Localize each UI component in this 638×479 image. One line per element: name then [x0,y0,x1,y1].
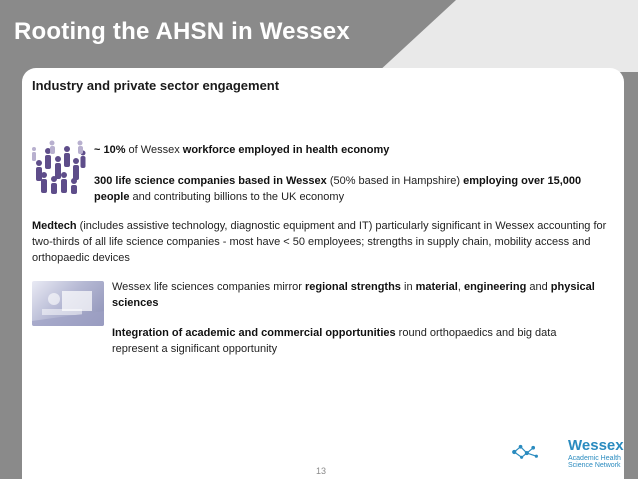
bullet-regional-strengths: Wessex life sciences companies mirror regional strengths in material, engineering and physical sciences [112,281,595,309]
bullet-integration: Integration of academic and commercial opportunities round orthopaedics and big data represent a significant opportunity [112,327,557,355]
content-card [22,68,624,479]
bullet-companies: 300 life science companies based in Wessex (50% based in Hampshire) employing over 15,000 people and contributing billions to the UK economy [94,175,582,203]
people-crowd-image [32,139,88,195]
page-number: 13 [316,466,327,476]
wessex-ahsn-logo-icon [510,432,568,472]
bullet-medtech: Medtech (includes assistive technology, diagnostic equipment and IT) particularly significant in Wessex accounting for two-thirds of all life science companies - most have < 50 employees; strengths in supply chain, mobility access and orthopaedic devices [32,220,607,264]
slide-title: Rooting the AHSN in Wessex [14,18,350,45]
bullet-workforce: ~ 10% of Wessex workforce employed in health economy [94,144,390,156]
logo-subtitle: Academic Health Science Network [568,455,621,469]
lab-technology-image [32,281,104,326]
logo-name: Wessex [568,437,624,454]
section-heading: Industry and private sector engagement [32,78,280,93]
